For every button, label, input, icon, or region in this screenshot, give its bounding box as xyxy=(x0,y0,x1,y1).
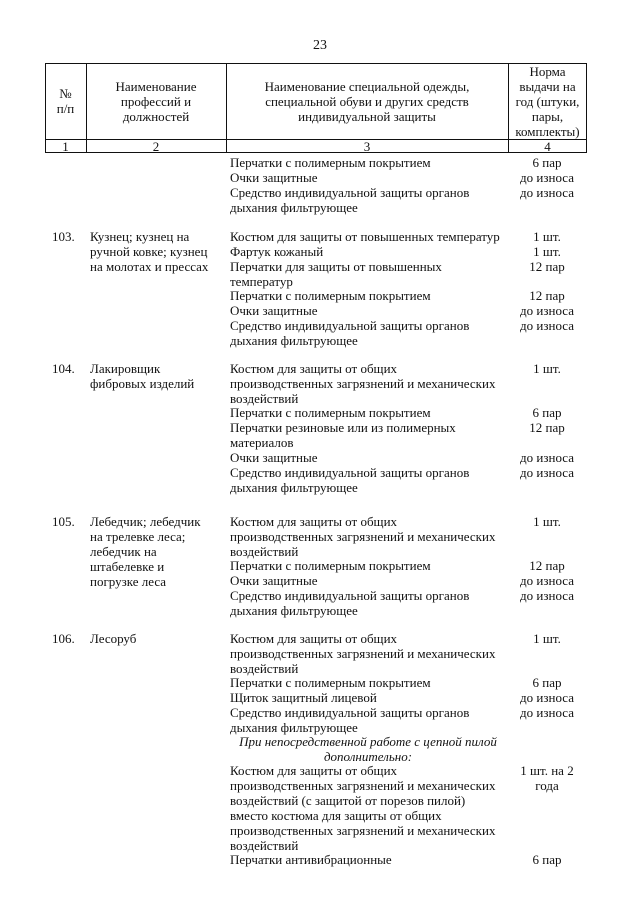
item-name: Костюм для защиты от общих производственных загрязнений и механических воздействий (с защитой от порезов пилой) вместо костюма для защиты от общих производственных загрязнений и механических воздействий xyxy=(230,763,496,853)
item-name: Очки защитные xyxy=(230,170,318,185)
item-name: Средство индивидуальной защиты органов дыхания фильтрующее xyxy=(230,705,470,735)
row-number: 104. xyxy=(52,361,75,376)
item-norm: до износа xyxy=(520,318,574,333)
item-norm: 6 пар xyxy=(532,155,562,170)
row-number: 105. xyxy=(52,514,75,529)
chainsaw-note: При непосредственной работе с цепной пилой дополнительно: xyxy=(239,734,497,764)
item-norm: до износа xyxy=(520,170,574,185)
profession-name: Кузнец; кузнец на ручной ковке; кузнец на молотах и прессах xyxy=(90,229,209,274)
item-name: Очки защитные xyxy=(230,573,318,588)
item-norm: 12 пар xyxy=(529,558,565,573)
header-num-3: 3 xyxy=(363,139,371,154)
item-norm: до износа xyxy=(520,588,574,603)
item-norm: 1 шт. xyxy=(533,514,561,529)
item-norm: 12 пар xyxy=(529,288,565,303)
profession-name: Лебедчик; лебедчик на трелевке леса; лебедчик на штабелевке и погрузке леса xyxy=(90,514,201,589)
item-name: Перчатки антивибрационные xyxy=(230,852,392,867)
profession-name: Лакировщик фибровых изделий xyxy=(90,361,195,391)
item-norm: 1 шт. xyxy=(533,361,561,376)
item-name: Перчатки с полимерным покрытием xyxy=(230,155,431,170)
item-norm: до износа xyxy=(520,465,574,480)
item-norm: 1 шт. xyxy=(533,244,561,259)
header-num-2: 2 xyxy=(152,139,160,154)
header-col-equipment: Наименование специальной одежды, специальной обуви и других средств индивидуальной защиты xyxy=(264,78,470,124)
item-norm: до износа xyxy=(520,303,574,318)
item-name: Очки защитные xyxy=(230,450,318,465)
item-name: Костюм для защиты от общих производственных загрязнений и механических воздействий xyxy=(230,361,496,406)
header-num-4: 4 xyxy=(544,139,551,154)
item-name: Очки защитные xyxy=(230,303,318,318)
item-name: Щиток защитный лицевой xyxy=(230,690,377,705)
header-num-1: 1 xyxy=(62,139,69,154)
item-norm: до износа xyxy=(520,450,574,465)
header-col-profession: Наименование профессий и должностей xyxy=(115,78,197,124)
item-norm: 6 пар xyxy=(532,405,562,420)
item-norm: 6 пар xyxy=(532,852,562,867)
item-norm: до износа xyxy=(520,573,574,588)
profession-name: Лесоруб xyxy=(90,631,137,646)
header-col-norm: Норма выдачи на год (штуки, пары, комплекты) xyxy=(515,63,580,139)
table-header xyxy=(45,63,587,153)
row-number: 106. xyxy=(52,631,75,646)
item-norm: до износа xyxy=(520,705,574,720)
row-number: 103. xyxy=(52,229,75,244)
item-norm: 6 пар xyxy=(532,675,562,690)
page-number: 23 xyxy=(313,38,327,53)
item-name: Перчатки с полимерным покрытием xyxy=(230,675,431,690)
header-col-number: № п/п xyxy=(56,86,75,116)
item-norm: 12 пар xyxy=(529,420,565,435)
item-name: Перчатки резиновые или из полимерных материалов xyxy=(230,420,456,450)
item-name: Средство индивидуальной защиты органов дыхания фильтрующее xyxy=(230,318,470,348)
item-norm: до износа xyxy=(520,185,574,200)
item-norm: до износа xyxy=(520,690,574,705)
item-norm: 1 шт. xyxy=(533,229,561,244)
item-name: Костюм для защиты от повышенных температур xyxy=(230,229,500,244)
item-name: Средство индивидуальной защиты органов дыхания фильтрующее xyxy=(230,185,470,215)
item-name: Перчатки с полимерным покрытием xyxy=(230,558,431,573)
item-norm: 1 шт. на 2 года xyxy=(520,763,574,793)
item-name: Перчатки для защиты от повышенных температур xyxy=(230,259,442,289)
item-name: Фартук кожаный xyxy=(230,244,324,259)
item-name: Костюм для защиты от общих производственных загрязнений и механических воздействий xyxy=(230,631,496,676)
item-name: Костюм для защиты от общих производственных загрязнений и механических воздействий xyxy=(230,514,496,559)
item-name: Перчатки с полимерным покрытием xyxy=(230,288,431,303)
item-norm: 12 пар xyxy=(529,259,565,274)
item-name: Средство индивидуальной защиты органов дыхания фильтрующее xyxy=(230,465,470,495)
item-norm: 1 шт. xyxy=(533,631,561,646)
item-name: Перчатки с полимерным покрытием xyxy=(230,405,431,420)
item-name: Средство индивидуальной защиты органов дыхания фильтрующее xyxy=(230,588,470,618)
